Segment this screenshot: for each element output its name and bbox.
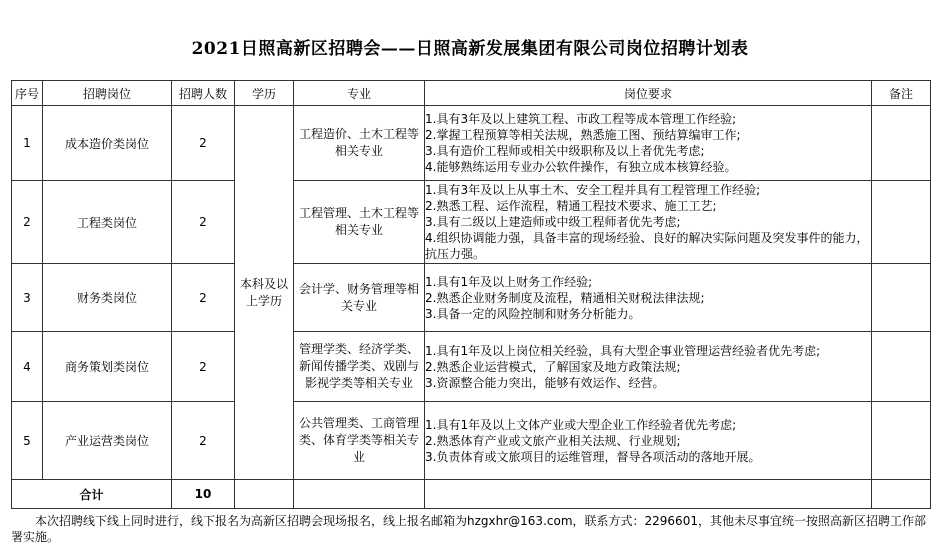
table-row <box>12 264 931 332</box>
footer-note: 本次招聘线下线上同时进行，线下报名为高新区招聘会现场报名，线上报名邮箱为hzgxhr@163.com，联系方式：2296601，其他未尽事宜统一按照高新区招聘工作部署实施。 <box>11 514 926 544</box>
row-remarks <box>872 181 931 264</box>
requirement-line: 1.具有1年及以上岗位相关经验，具有大型企事业管理运营经验者优先考虑; <box>425 343 821 358</box>
row-requirements <box>425 332 872 402</box>
education-requirement: 本科及以上学历 <box>235 106 294 480</box>
row-requirements <box>425 106 872 181</box>
row-requirements <box>425 181 872 264</box>
row-remarks <box>872 106 931 181</box>
row-requirements <box>425 264 872 332</box>
total-empty-cell <box>235 480 294 509</box>
requirement-line: 3.资源整合能力突出，能够有效运作、经营。 <box>425 375 665 390</box>
requirement-line: 3.具有造价工程师或相关中级职称及以上者优先考虑; <box>425 144 705 158</box>
recruitment-plan-table <box>11 80 931 509</box>
table-row <box>12 402 931 480</box>
row-major: 公共管理类、工商管理类、体育学类等相关专业 <box>294 402 425 480</box>
header-position: 招聘岗位 <box>43 81 172 106</box>
requirement-line: 3.负责体育或文旅项目的运维管理，督导各项活动的落地开展。 <box>425 449 761 464</box>
header-count: 招聘人数 <box>172 81 235 106</box>
total-row <box>12 480 931 509</box>
row-seq: 3 <box>12 264 43 332</box>
requirement-line: 1.具有1年及以上财务工作经验; <box>425 274 593 289</box>
requirement-line: 2.掌握工程预算等相关法规，熟悉施工图、预结算编审工作; <box>425 128 741 142</box>
row-position: 成本造价类岗位 <box>43 106 172 181</box>
row-position: 工程类岗位 <box>43 181 172 264</box>
total-empty-cell <box>872 480 931 509</box>
row-position: 产业运营类岗位 <box>43 402 172 480</box>
table-row <box>12 332 931 402</box>
requirement-line: 2.熟悉工程、运作流程，精通工程技术要求、施工工艺; <box>425 199 717 213</box>
row-remarks <box>872 332 931 402</box>
requirement-line: 1.具有3年及以上建筑工程、市政工程等成本管理工作经验; <box>425 112 737 126</box>
row-seq: 4 <box>12 332 43 402</box>
row-count: 2 <box>172 402 235 480</box>
row-major: 工程造价、土木工程等相关专业 <box>294 106 425 181</box>
row-count: 2 <box>172 106 235 181</box>
row-count: 2 <box>172 332 235 402</box>
table-row <box>12 181 931 264</box>
table-row <box>12 106 931 181</box>
row-count: 2 <box>172 264 235 332</box>
total-empty-cell <box>294 480 425 509</box>
header-seq: 序号 <box>12 81 43 106</box>
requirement-line: 4.能够熟练运用专业办公软件操作，有独立成本核算经验。 <box>425 160 737 174</box>
header-requirements: 岗位要求 <box>425 81 872 106</box>
row-requirements <box>425 402 872 480</box>
requirement-line: 1.具有3年及以上从事土木、安全工程并具有工程管理工作经验; <box>425 183 761 197</box>
header-remarks: 备注 <box>872 81 931 106</box>
header-education: 学历 <box>235 81 294 106</box>
row-position: 商务策划类岗位 <box>43 332 172 402</box>
total-count: 10 <box>172 480 235 509</box>
row-count: 2 <box>172 181 235 264</box>
requirement-line: 1.具有1年及以上文体产业或大型企业工作经验者优先考虑; <box>425 417 737 432</box>
row-major: 管理学类、经济学类、新闻传播学类、戏剧与影视学类等相关专业 <box>294 332 425 402</box>
row-seq: 5 <box>12 402 43 480</box>
requirement-line: 4.组织协调能力强，具备丰富的现场经验、良好的解决实际问题及突发事件的能力，抗压力强。 <box>425 231 869 261</box>
total-empty-cell <box>425 480 872 509</box>
row-seq: 1 <box>12 106 43 181</box>
requirement-line: 2.熟悉体育产业或文旅产业相关法规、行业规划; <box>425 433 681 448</box>
requirement-line: 3.具有二级以上建造师或中级工程师者优先考虑; <box>425 215 681 229</box>
row-position: 财务类岗位 <box>43 264 172 332</box>
row-major: 会计学、财务管理等相关专业 <box>294 264 425 332</box>
row-remarks <box>872 264 931 332</box>
header-major: 专业 <box>294 81 425 106</box>
requirement-line: 2.熟悉企业财务制度及流程，精通相关财税法律法规; <box>425 290 705 305</box>
requirement-line: 2.熟悉企业运营模式，了解国家及地方政策法规; <box>425 359 681 374</box>
row-major: 工程管理、土木工程等相关专业 <box>294 181 425 264</box>
table-header-row <box>12 81 931 106</box>
requirement-line: 3.具备一定的风险控制和财务分析能力。 <box>425 306 641 321</box>
total-label: 合计 <box>12 480 172 509</box>
page-title: 2021日照高新区招聘会——日照高新发展集团有限公司岗位招聘计划表 <box>191 39 749 59</box>
row-seq: 2 <box>12 181 43 264</box>
row-remarks <box>872 402 931 480</box>
